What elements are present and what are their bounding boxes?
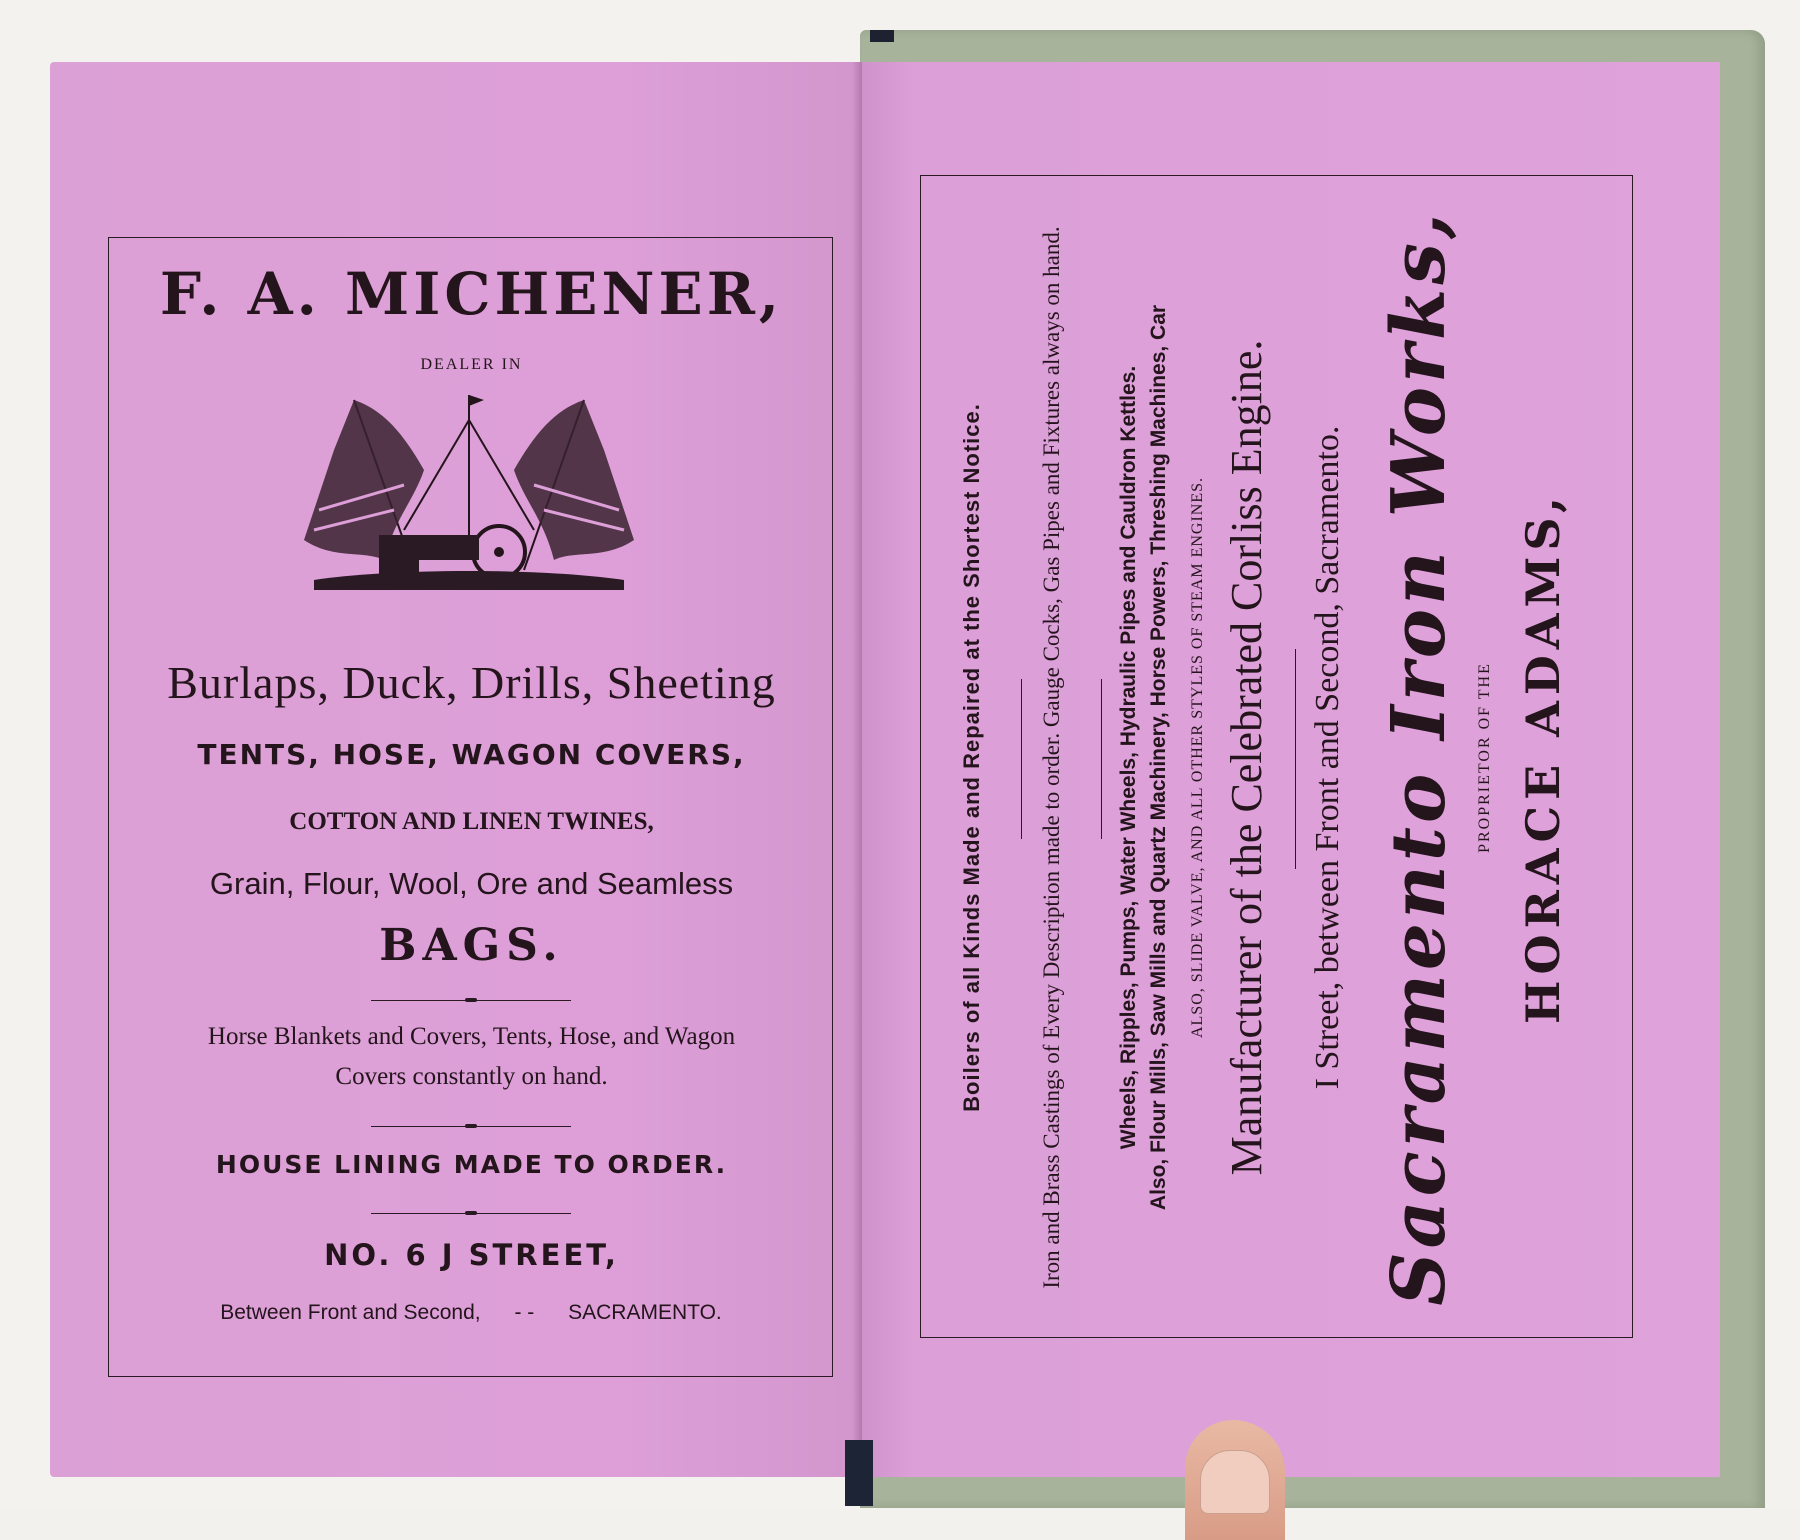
address-line: [121, 1301, 821, 1325]
divider: [1295, 649, 1296, 869]
goods-line-3: COTTON AND LINEN TWINES,: [289, 808, 654, 835]
goods-line-4: Grain, Flour, Wool, Ore and Seamless: [209, 866, 734, 901]
goods-line-1: Burlaps, Duck, Drills, Sheeting: [167, 657, 776, 708]
merchant-name: F. A. MICHENER,: [159, 260, 784, 328]
left-ad-frame: [108, 237, 833, 1377]
crossed-flags-cannon-illustration: [294, 390, 644, 600]
divider-ornament: [465, 1211, 477, 1215]
left-page: [50, 62, 862, 1477]
thumbnail-nail: [1200, 1450, 1270, 1514]
castings-line: Iron and Brass Castings of Every Description made to order. Gauge Cocks, Gas Pipes and Fixtures always on hand.: [1039, 226, 1064, 1289]
spine-bottom: [845, 1440, 873, 1506]
address-city: SACRAMENTO.: [568, 1301, 722, 1324]
manufacturer-line: Manufacturer of the Celebrated Corliss Engine.: [1222, 339, 1271, 1176]
boilers-line: Boilers of all Kinds Made and Repaired at the Shortest Notice.: [959, 403, 984, 1112]
goods-line-2: TENTS, HOSE, WAGON COVERS,: [197, 738, 746, 771]
stock-line-2: Covers constantly on hand.: [335, 1063, 608, 1090]
adams-advertisement: [921, 176, 1634, 1339]
street-address: NO. 6 J STREET,: [324, 1238, 619, 1272]
address-between: Between Front and Second,: [220, 1301, 481, 1324]
divider: [1021, 679, 1022, 839]
dealer-in: DEALER IN: [420, 356, 523, 373]
spine-top: [870, 30, 894, 42]
stock-line-1: Horse Blankets and Covers, Tents, Hose, and Wagon: [207, 1023, 736, 1050]
proprietor-of: PROPRIETOR OF THE: [1476, 662, 1493, 853]
right-ad-frame: [920, 175, 1633, 1338]
works-location: I Street, between Front and Second, Sacramento.: [1309, 425, 1346, 1090]
also-machinery-2: Wheels, Ripples, Pumps, Water Wheels, Hydraulic Pipes and Cauldron Kettles.: [1117, 365, 1140, 1150]
also-machinery-1: Also, Flour Mills, Saw Mills and Quartz Machinery, Horse Powers, Threshing Machines, Car: [1147, 304, 1170, 1211]
divider: [1101, 679, 1102, 839]
proprietor-name: HORACE ADAMS,: [1516, 491, 1570, 1024]
house-lining-line: HOUSE LINING MADE TO ORDER.: [215, 1150, 728, 1179]
address-dashes: - -: [514, 1301, 535, 1324]
bags-heading: BAGS.: [379, 920, 564, 971]
iron-works-name: Sacramento Iron Works,: [1376, 209, 1462, 1306]
also-steam-engines: ALSO, SLIDE VALVE, AND ALL OTHER STYLES OF STEAM ENGINES.: [1189, 476, 1206, 1039]
divider-ornament: [465, 998, 477, 1002]
divider-ornament: [465, 1124, 477, 1128]
